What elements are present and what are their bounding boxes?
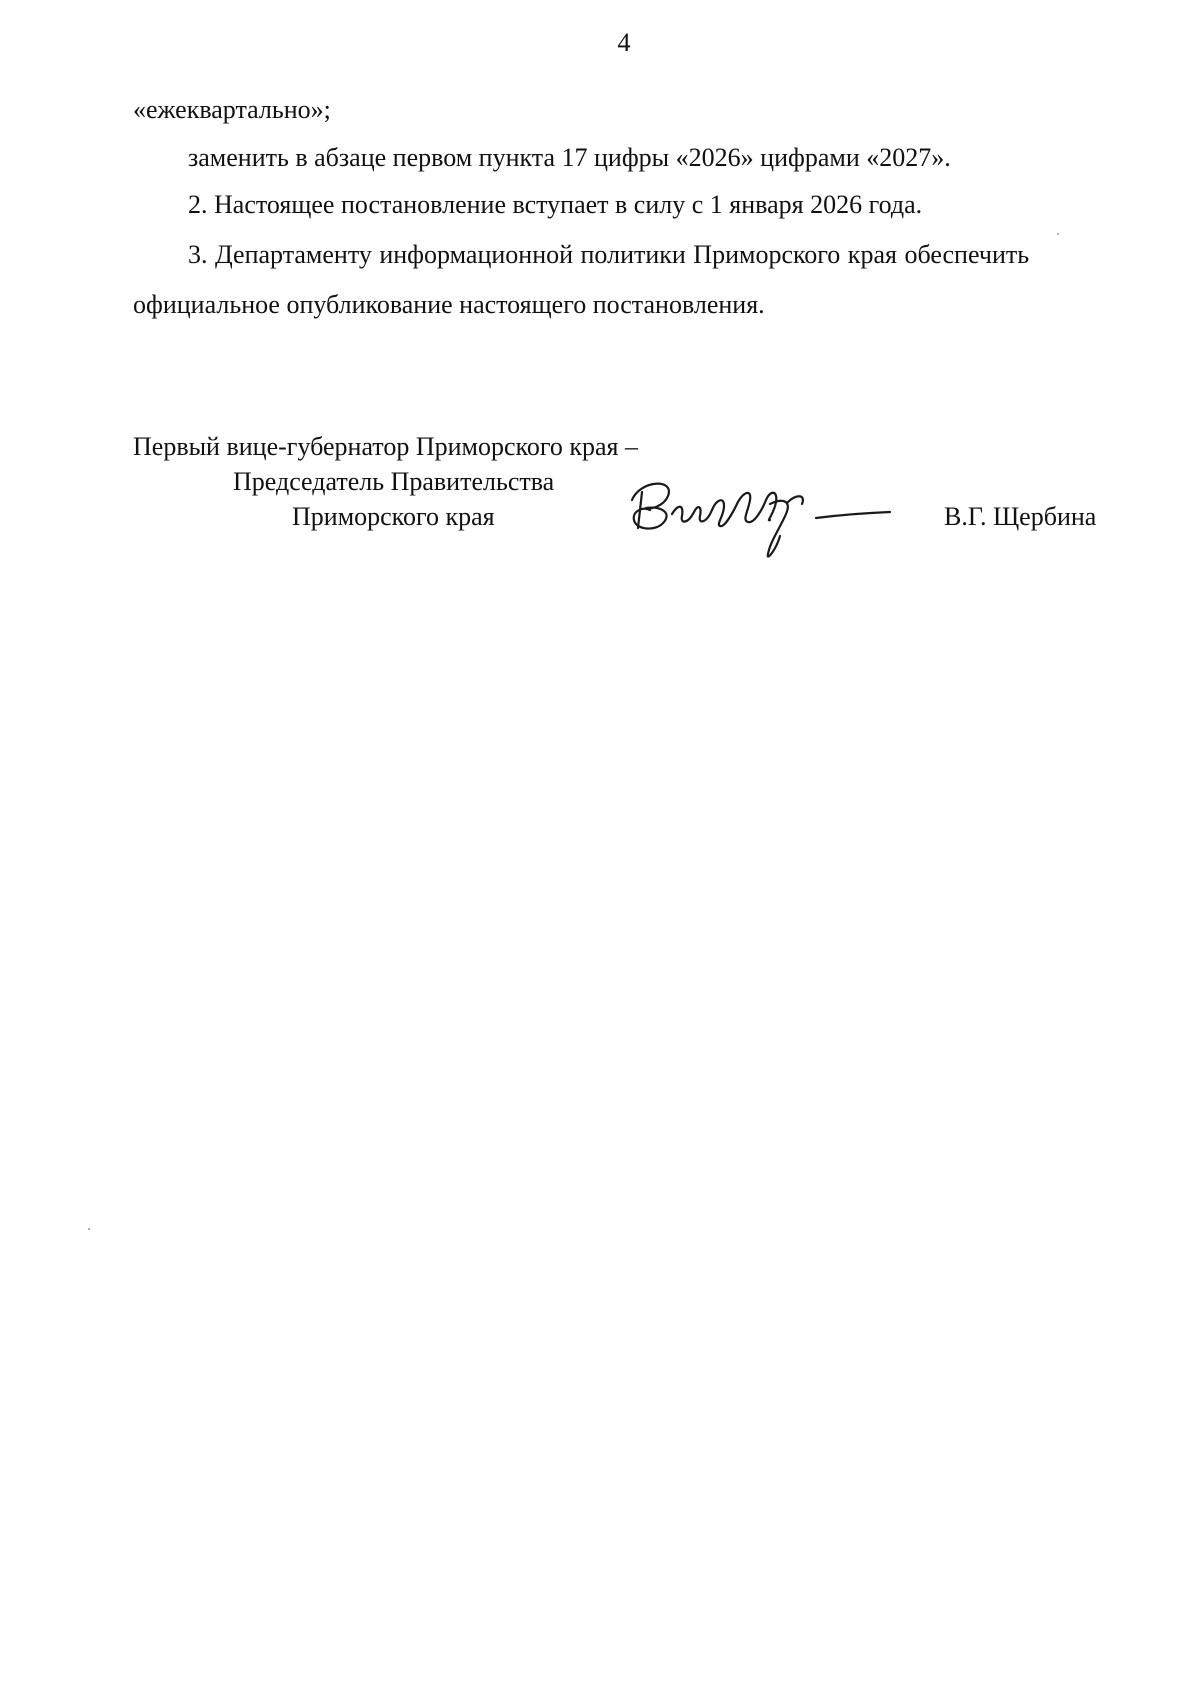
scan-speck bbox=[88, 1228, 90, 1230]
signatory-title-line-2: Председатель Правительства bbox=[233, 467, 555, 496]
page-number: 4 bbox=[617, 28, 631, 57]
handwritten-signature bbox=[620, 470, 920, 560]
body-line-2: заменить в абзаце первом пункта 17 цифры «2026» цифрами «2027». bbox=[188, 143, 951, 172]
body-line-1: «ежеквартально»; bbox=[133, 95, 331, 124]
signatory-title-line-3: Приморского края bbox=[292, 502, 495, 531]
body-line-5: официальное опубликование настоящего постановления. bbox=[133, 290, 765, 319]
body-line-3: 2. Настоящее постановление вступает в силу с 1 января 2026 года. bbox=[188, 190, 923, 219]
scan-speck bbox=[1057, 233, 1059, 235]
signatory-name: В.Г. Щербина bbox=[944, 502, 1097, 531]
signatory-title-line-1: Первый вице-губернатор Приморского края – bbox=[133, 432, 638, 461]
body-line-4: 3. Департаменту информационной политики Приморского края обеспечить bbox=[188, 240, 1030, 269]
